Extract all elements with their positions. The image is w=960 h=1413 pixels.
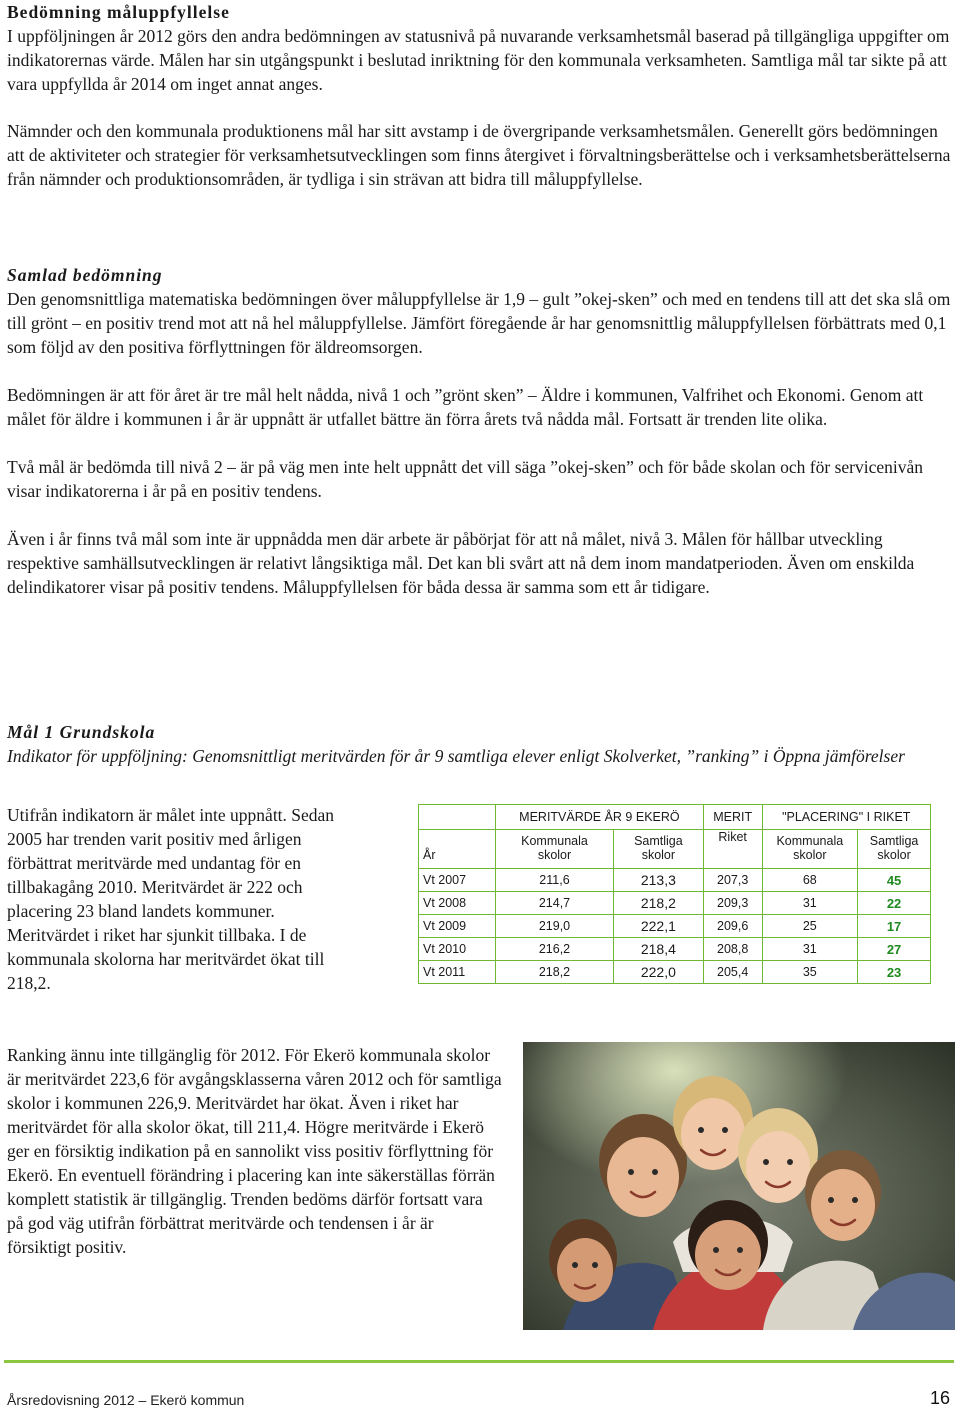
paragraph: I uppföljningen år 2012 görs den andra bedömningen av statusnivå på nuvarande verksamhetsmål baserad på tillgängliga uppgifter om indikatorernas värde. Målen har sin utgångspunkt i beslutad inriktning för den kommunala verksamheten. Samtliga mål tar sikte på att vara uppfyllda år 2014 om inget annat anges. bbox=[7, 26, 950, 94]
table-cell: 23 bbox=[858, 961, 931, 984]
table-cell: 68 bbox=[762, 869, 858, 892]
table-cell: 213,3 bbox=[613, 869, 703, 892]
paragraph: Även i år finns två mål som inte är uppnådda men där arbete är påbörjat för att nå målet, nivå 3. Målen för hållbar utveckling respektive samhällsutvecklingen är relativt långsiktiga mål. Det kan bli svårt att nå dem inom mandatperioden. Även om enskilda delindikatorer visar på positiv tendens. Måluppfyllelsen för båda dessa är samma som ett år tidigare. bbox=[7, 529, 915, 597]
table-header-cell bbox=[419, 805, 496, 830]
indicator-text: Indikator för uppföljning: Genomsnittligt meritvärden för år 9 samtliga elever enligt Skolverket, ”ranking” i Öppna jämförelser bbox=[7, 746, 905, 766]
table-header-cell: Samtliga bbox=[858, 830, 931, 849]
table-header-cell: skolor bbox=[762, 848, 858, 869]
table-header-cell: skolor bbox=[613, 848, 703, 869]
table-cell: Vt 2010 bbox=[419, 938, 496, 961]
heading-samlad-bedomning: Samlad bedömning bbox=[7, 265, 163, 285]
table-cell: 22 bbox=[858, 892, 931, 915]
table-cell: 216,2 bbox=[496, 938, 614, 961]
mal-1-bottom-text bbox=[7, 1043, 502, 1259]
paragraph: Den genomsnittliga matematiska bedömningen över måluppfyllelse är 1,9 – gult ”okej-sken” och med en tendens till att det ska slå om till grönt – en positiv trend mot att nå hel måluppfyllelse. Jämfört föregående år har genomsnittlig måluppfyllelsen förbättrats med 0,1 som följd av den positiva förflyttningen för äldreomsorgen. bbox=[7, 289, 951, 357]
table-cell: 218,2 bbox=[496, 961, 614, 984]
table-cell: Vt 2008 bbox=[419, 892, 496, 915]
table-header-cell: "PLACERING" I RIKET bbox=[762, 805, 930, 830]
table-cell: 208,8 bbox=[703, 938, 762, 961]
table-cell: 211,6 bbox=[496, 869, 614, 892]
table-cell: 35 bbox=[762, 961, 858, 984]
table-cell: 219,0 bbox=[496, 915, 614, 938]
table-row bbox=[419, 869, 931, 892]
table-header-cell: MERITVÄRDE ÅR 9 EKERÖ bbox=[496, 805, 704, 830]
table-cell: 222,1 bbox=[613, 915, 703, 938]
table-header-cell: MERIT bbox=[703, 805, 762, 830]
paragraph: Bedömningen är att för året är tre mål helt nådda, nivå 1 och ”grönt sken” – Äldre i kommunen, Valfrihet och Ekonomi. Genom att målet för äldre i kommunen i år är uppnått är utfallet bättre än förra årets två nådda mål. Fortsatt är trenden lite olika. bbox=[7, 385, 924, 429]
table-row bbox=[419, 915, 931, 938]
table-cell: Vt 2009 bbox=[419, 915, 496, 938]
table-cell: 209,6 bbox=[703, 915, 762, 938]
table-header-cell: skolor bbox=[858, 848, 931, 869]
table-row bbox=[419, 892, 931, 915]
table-cell: 45 bbox=[858, 869, 931, 892]
table-cell: 31 bbox=[762, 938, 858, 961]
children-photo-image bbox=[523, 1042, 955, 1330]
table-cell: 214,7 bbox=[496, 892, 614, 915]
table-cell: 207,3 bbox=[703, 869, 762, 892]
paragraph: Utifrån indikatorn är målet inte uppnått. Sedan 2005 har trenden varit positiv med årligen förbättrat meritvärde med undantag för en tillbakagång 2010. Meritvärdet är 222 och placering 23 bland landets kommuner. Meritvärdet i riket har sjunkit tillbaka. I de kommunala skolorna har meritvärdet ökat till 218,2. bbox=[7, 805, 335, 993]
section-bedomning bbox=[7, 0, 953, 191]
table-cell: 218,2 bbox=[613, 892, 703, 915]
paragraph: Ranking ännu inte tillgänglig för 2012. För Ekerö kommunala skolor är meritvärdet 223,6 för avgångsklasserna våren 2012 och för samtliga skolor i kommunen 226,9. Meritvärdet har ökat. Även i riket har meritvärdet för alla skolor ökat, till 211,4. Högre meritvärde i Ekerö ger en försiktig indikation på en sannolikt viss positiv förflyttning för Ekerö. En eventuell förändring i placering kan inte säkerställas förrän komplett statistik är tillgänglig. Trenden bedöms därför fortsatt vara på god väg utifrån förbättrat meritvärde och tendensen i år är försiktigt positiv. bbox=[7, 1045, 502, 1257]
footer-title: Årsredovisning 2012 – Ekerö kommun bbox=[7, 1392, 245, 1408]
mal-1-left-text bbox=[7, 803, 357, 995]
section-mal-1 bbox=[7, 720, 953, 768]
table-cell: 25 bbox=[762, 915, 858, 938]
paragraph: Två mål är bedömda till nivå 2 – är på väg men inte helt uppnått det vill säga ”okej-sken” och för både skolan och för servicenivån visar indikatorerna i år på en positiv tendens. bbox=[7, 457, 924, 501]
table-cell: 31 bbox=[762, 892, 858, 915]
footer-rule bbox=[4, 1360, 954, 1363]
table-cell: 218,4 bbox=[613, 938, 703, 961]
table-header-cell bbox=[419, 830, 496, 849]
section-samlad-bedomning bbox=[7, 263, 953, 599]
meritvarde-table bbox=[418, 804, 931, 984]
heading-mal-1-grundskola: Mål 1 Grundskola bbox=[7, 722, 156, 742]
table-header-cell: skolor bbox=[496, 848, 614, 869]
table-header-cell: Kommunala bbox=[496, 830, 614, 849]
table-cell: 205,4 bbox=[703, 961, 762, 984]
table-cell: Vt 2011 bbox=[419, 961, 496, 984]
table-cell: 27 bbox=[858, 938, 931, 961]
table-header-cell: Kommunala bbox=[762, 830, 858, 849]
table-cell: 209,3 bbox=[703, 892, 762, 915]
page-number: 16 bbox=[929, 1388, 950, 1408]
table-cell: Vt 2007 bbox=[419, 869, 496, 892]
paragraph: Nämnder och den kommunala produktionens mål har sitt avstamp i de övergripande verksamhetsmålen. Generellt görs bedömningen att de aktiviteter och strategier för verksamhetsutvecklingen som finns återgivet i förvaltningsberättelse och i verksamhetsberättelserna från nämnder och produktionsområden, är tydliga i sin strävan att bidra till måluppfyllelse. bbox=[7, 121, 951, 189]
table-cell: 222,0 bbox=[613, 961, 703, 984]
table-header-cell: År bbox=[419, 848, 496, 869]
table-header-cell: Riket bbox=[703, 830, 762, 849]
table-row bbox=[419, 961, 931, 984]
table-header-cell bbox=[703, 848, 762, 869]
table-row bbox=[419, 938, 931, 961]
children-photo bbox=[523, 1042, 955, 1330]
heading-bedomning: Bedömning måluppfyllelse bbox=[7, 2, 230, 22]
table-header-cell: Samtliga bbox=[613, 830, 703, 849]
table-cell: 17 bbox=[858, 915, 931, 938]
